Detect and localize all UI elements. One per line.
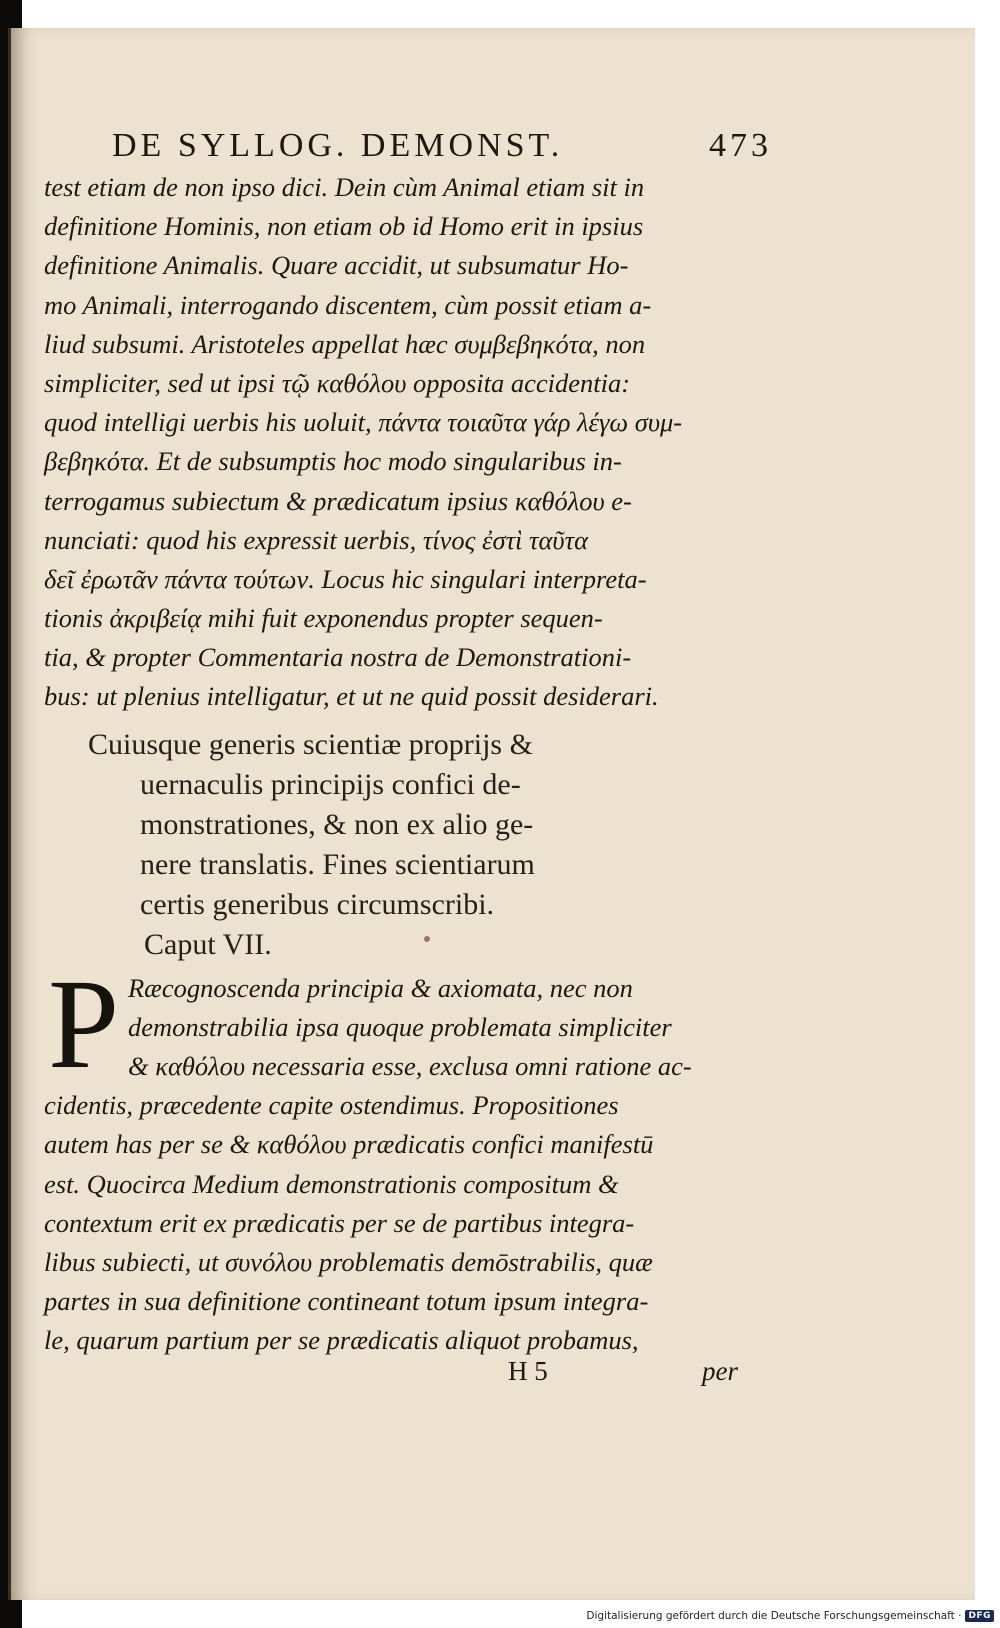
text-line: libus subiecti, ut συνόλου problematis demōstrabilis, quæ (44, 1246, 653, 1277)
chapter-number: Caput VII. (144, 927, 272, 961)
heading-line: monstrationes, & non ex alio ge- (140, 807, 534, 841)
text-line: partes in sua definitione contineant totum ipsum integra- (44, 1286, 649, 1317)
text-line: Ræcognoscenda principia & axiomata, nec non (128, 972, 633, 1003)
text-line: βεβηκότα. Et de subsumptis hoc modo singularibus in- (44, 446, 622, 477)
credit-text: Digitalisierung gefördert durch die Deutsche Forschungsgemeinschaft · (586, 1610, 962, 1622)
text-line: le, quarum partium per se prædicatis aliquot probamus, (44, 1325, 639, 1356)
chapter-heading (44, 725, 744, 965)
text-line: tionis ἀκριβείᾳ mihi fuit exponendus propter sequen- (44, 603, 603, 634)
text-line: bus: ut plenius intelligatur, et ut ne quid possit desiderari. (44, 681, 659, 712)
text-line: autem has per se & καθόλου prædicatis confici manifestū (44, 1129, 654, 1160)
text-line: definitione Animalis. Quare accidit, ut subsumatur Ho- (44, 250, 629, 281)
text-line: nunciati: quod his expressit uerbis, τίνος ἐστὶ ταῦτα (44, 524, 588, 555)
paragraph-1 (44, 168, 744, 717)
text-line: δεῖ ἐρωτᾶν πάντα τούτων. Locus hic singulari interpreta- (44, 563, 647, 594)
digitization-credit (586, 1610, 994, 1622)
signature-mark: H 5 (508, 1356, 548, 1386)
text-line: contextum erit ex prædicatis per se de partibus integra- (44, 1207, 635, 1238)
heading-line: uernaculis principijs confici de- (140, 767, 521, 801)
dfg-logo-icon: DFG (965, 1610, 994, 1622)
text-line: liud subsumi. Aristoteles appellat hæc συμβεβηκότα, non (44, 328, 646, 359)
running-head (112, 124, 772, 168)
heading-line: Cuiusque generis scientiæ proprijs & (88, 727, 533, 761)
text-line: mo Animali, interrogando discentem, cùm possit etiam a- (44, 289, 652, 320)
page-footer (508, 1356, 738, 1387)
ink-speck (424, 936, 430, 942)
heading-line: certis generibus circumscribi. (140, 887, 495, 921)
text-line: cidentis, præcedente capite ostendimus. Propositiones (44, 1090, 619, 1121)
drop-cap: P (48, 952, 120, 1095)
text-line: est. Quocirca Medium demonstrationis compositum & (44, 1168, 619, 1199)
page-text (44, 124, 772, 1361)
running-head-title: DE SYLLOG. DEMONST. (112, 127, 564, 164)
page-number: 473 (709, 127, 772, 164)
text-line: test etiam de non ipso dici. Dein cùm Animal etiam sit in (44, 172, 645, 202)
catchword: per (702, 1356, 738, 1386)
paragraph-2 (44, 952, 744, 1361)
text-line: terrogamus subiectum & prædicatum ipsius καθόλου e- (44, 485, 632, 516)
text-line: definitione Hominis, non etiam ob id Homo erit in ipsius (44, 211, 644, 242)
text-line: tia, & propter Commentaria nostra de Demonstrationi- (44, 642, 632, 673)
text-line: & καθόλου necessaria esse, exclusa omni ratione ac- (128, 1051, 692, 1081)
text-line: quod intelligi uerbis his uoluit, πάντα τοιαῦτα γάρ λέγω συμ- (44, 407, 683, 438)
heading-line: nere translatis. Fines scientiarum (140, 847, 535, 881)
text-line: simpliciter, sed ut ipsi τῷ καθόλου opposita accidentia: (44, 367, 631, 398)
text-line: demonstrabilia ipsa quoque problemata simpliciter (128, 1011, 672, 1042)
